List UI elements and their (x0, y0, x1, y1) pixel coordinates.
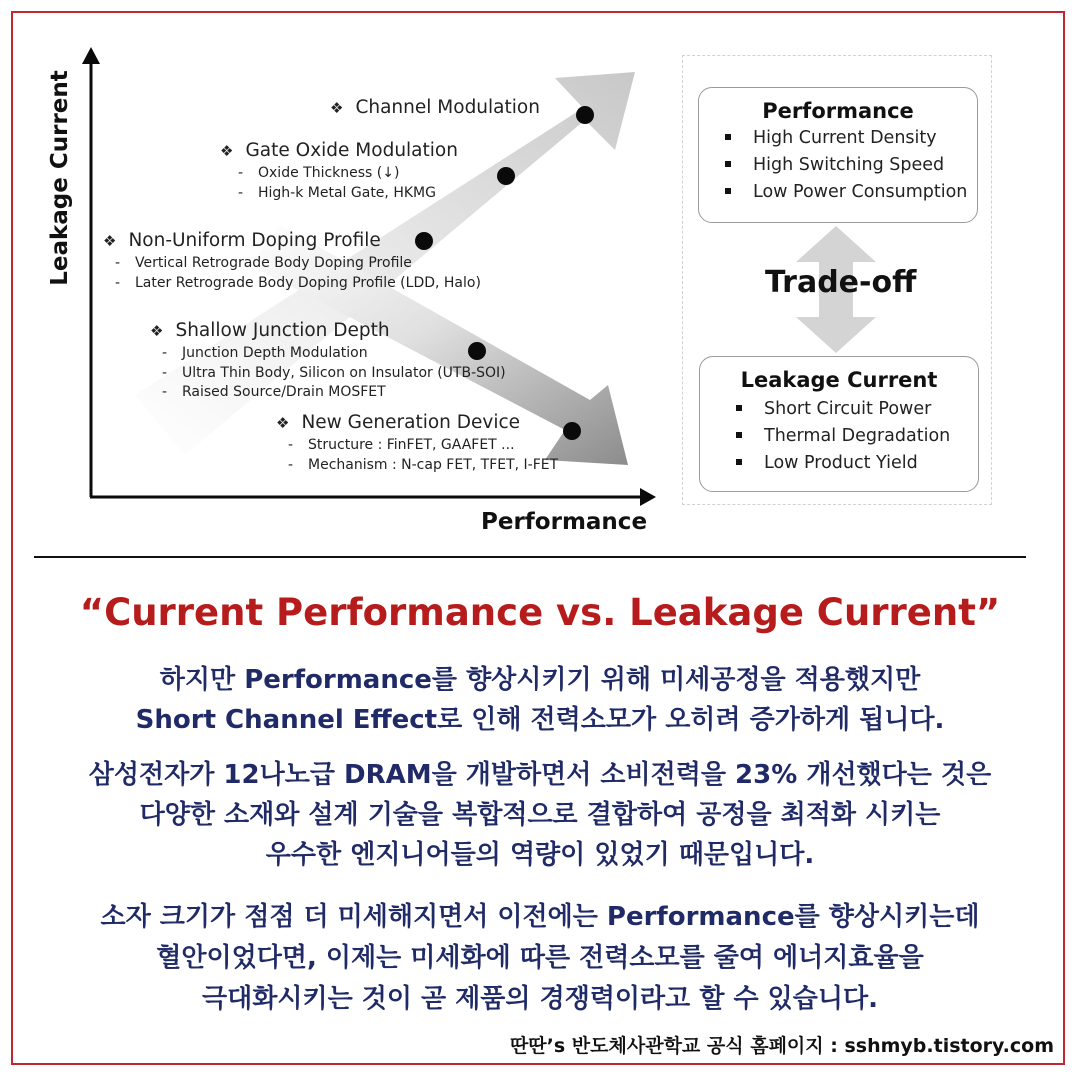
technique-new-generation-device (276, 410, 558, 475)
x-axis-label: Performance (481, 509, 648, 535)
x-axis-arrowhead (640, 488, 656, 506)
technique-detail: - Junction Depth Modulation (162, 345, 368, 361)
list-item: Low Power Consumption (719, 179, 977, 206)
diamond-bullet-icon: ❖ (220, 142, 234, 160)
technique-detail: - Raised Source/Drain MOSFET (162, 384, 386, 400)
paragraph-3 (0, 897, 1080, 1020)
section-divider (34, 556, 1026, 558)
square-bullet-icon (736, 432, 742, 438)
technique-gate-oxide-modulation (220, 138, 458, 203)
leakage-box-title: Leakage Current (740, 368, 938, 392)
paragraph-line: Short Channel Effect로 인해 전력소모가 오히려 증가하게 됩니다. (135, 705, 945, 735)
square-bullet-icon (725, 134, 731, 140)
technique-marker-dot (497, 167, 515, 185)
paragraph-line: 소자 크기가 점점 더 미세해지면서 이전에는 Performance를 향상시키는데 (100, 902, 980, 932)
diamond-bullet-icon: ❖ (330, 99, 344, 117)
diamond-bullet-icon: ❖ (150, 322, 164, 340)
technique-title: New Generation Device (301, 412, 521, 433)
paragraph-line: 우수한 엔지니어들의 역량이 있었기 때문입니다. (265, 840, 815, 870)
y-axis-label: Leakage Current (47, 70, 73, 286)
technique-title: Gate Oxide Modulation (245, 140, 458, 161)
performance-box (698, 87, 978, 223)
paragraph-line: 극대화시키는 것이 곧 제품의 경쟁력이라고 할 수 있습니다. (201, 984, 879, 1014)
technique-shallow-junction (150, 318, 506, 403)
paragraph-line: 혈안이었다면, 이제는 미세화에 따른 전력소모를 줄여 에너지효율을 (156, 943, 924, 973)
paragraph-line: 다양한 소재와 설계 기술을 복합적으로 결합하여 공정을 최적화 시키는 (139, 800, 941, 830)
list-item: Short Circuit Power (730, 396, 978, 423)
technique-marker-dot (563, 422, 581, 440)
technique-detail: - Mechanism : N-cap FET, TFET, I-FET (288, 456, 559, 473)
list-item: Low Product Yield (730, 450, 978, 477)
performance-list (719, 125, 977, 206)
technique-title: Channel Modulation (355, 97, 540, 118)
paragraph-line: 하지만 Performance를 향상시키기 위해 미세공정을 적용했지만 (159, 665, 921, 695)
list-item: Thermal Degradation (730, 423, 978, 450)
square-bullet-icon (736, 405, 742, 411)
technique-detail: - Later Retrograde Body Doping Profile (LDD, Halo) (115, 274, 481, 291)
tradeoff-label: Trade-off (765, 265, 917, 300)
diamond-bullet-icon: ❖ (276, 414, 290, 432)
square-bullet-icon (725, 161, 731, 167)
y-axis-arrowhead (82, 47, 100, 64)
technique-marker-dot (415, 232, 433, 250)
technique-marker-dot (576, 106, 594, 124)
leakage-list (730, 396, 978, 477)
headline: “Current Performance vs. Leakage Current” (79, 591, 1001, 634)
technique-detail: - Structure : FinFET, GAAFET ... (288, 437, 515, 453)
technique-detail: - High-k Metal Gate, HKMG (238, 184, 436, 201)
technique-channel-modulation (330, 95, 540, 121)
list-item: High Current Density (719, 125, 977, 152)
diamond-bullet-icon: ❖ (103, 232, 117, 250)
technique-detail: - Ultra Thin Body, Silicon on Insulator (UTB-SOI) (162, 364, 506, 381)
square-bullet-icon (736, 459, 742, 465)
paragraph-line: 삼성전자가 12나노급 DRAM을 개발하면서 소비전력을 23% 개선했다는 것은 (88, 760, 992, 790)
technique-detail: - Oxide Thickness (↓) (238, 165, 400, 181)
technique-detail: - Vertical Retrograde Body Doping Profile (115, 255, 412, 271)
technique-title: Non-Uniform Doping Profile (128, 230, 381, 251)
square-bullet-icon (725, 188, 731, 194)
footer-credit: 딴딴’s 반도체사관학교 공식 홈페이지 : sshmyb.tistory.com (509, 1035, 1054, 1057)
technique-title: Shallow Junction Depth (175, 320, 390, 341)
list-item: High Switching Speed (719, 152, 977, 179)
paragraph-1 (0, 660, 1080, 740)
paragraph-2 (0, 755, 1080, 875)
performance-box-title: Performance (762, 99, 914, 123)
leakage-box (699, 356, 979, 492)
technique-marker-dot (468, 342, 486, 360)
